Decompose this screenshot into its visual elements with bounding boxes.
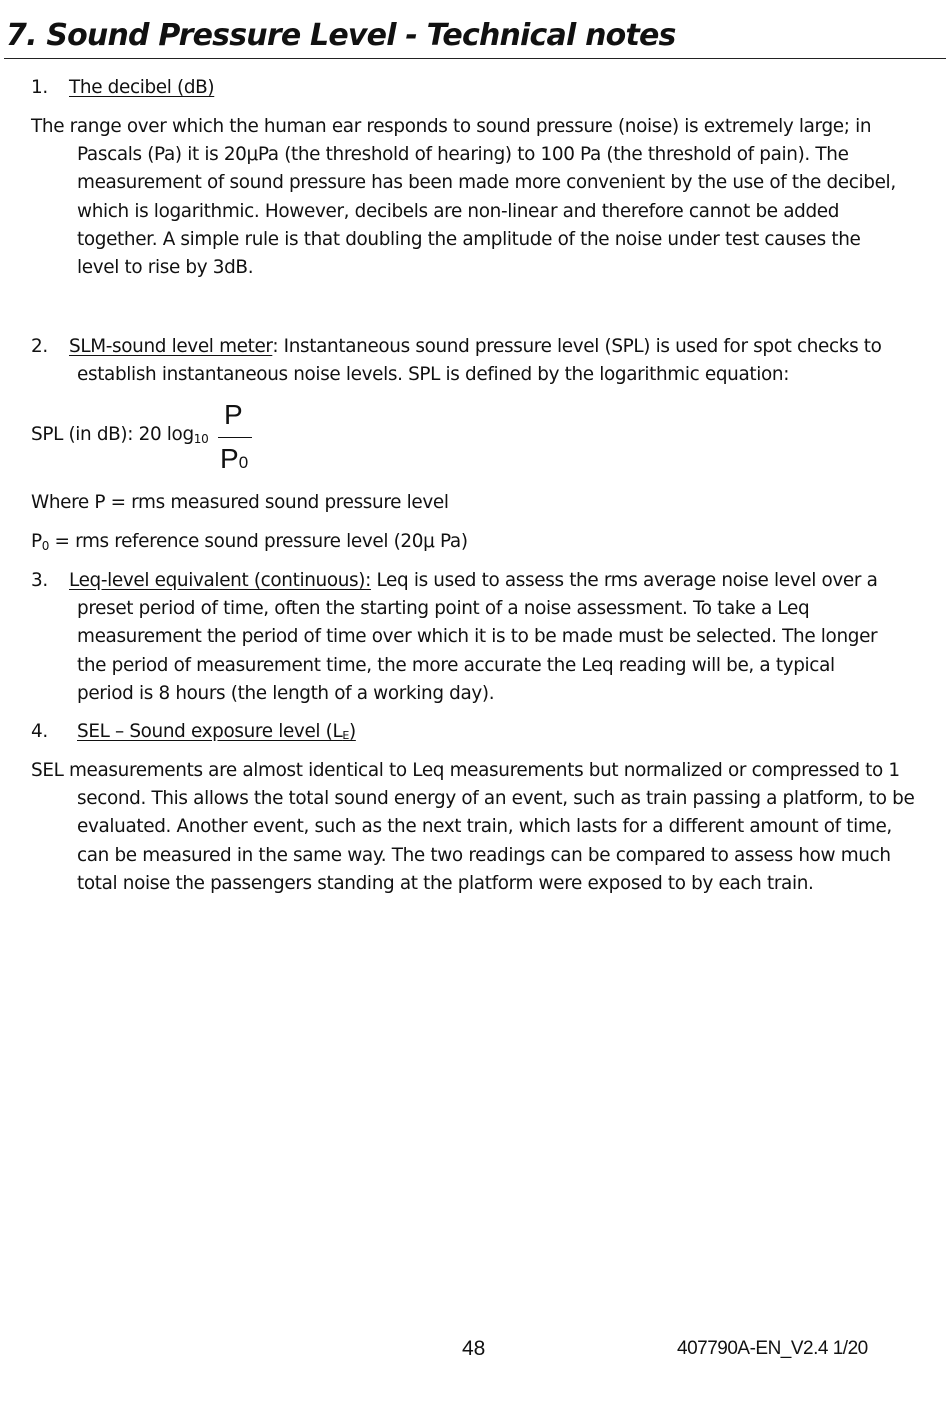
section-number: 2. — [31, 336, 48, 357]
paragraph-line: measurement of sound pressure has been made more convenient by the use of the decibel, — [77, 172, 896, 194]
heading-subscript: E — [342, 729, 349, 742]
section-4-heading — [31, 718, 946, 748]
title-divider — [4, 58, 946, 59]
where-line — [31, 489, 946, 517]
paragraph-line: level to rise by 3dB. — [77, 257, 254, 279]
p0-text: = rms reference sound pressure level (20μ Pa) — [49, 531, 468, 552]
section-number: 1. — [31, 77, 48, 98]
section-heading — [77, 721, 356, 742]
paragraph-line: Pascals (Pa) it is 20μPa (the threshold of hearing) to 100 Pa (the threshold of pain). The — [77, 144, 849, 166]
section-1-paragraph — [31, 113, 946, 282]
paragraph-line: can be measured in the same way. The two readings can be compared to assess how much — [77, 844, 891, 866]
section-1-heading — [31, 74, 946, 102]
formula-text: SPL (in dB): 20 log — [31, 424, 194, 445]
section-2-paragraph — [31, 333, 946, 389]
paragraph-line: evaluated. Another event, such as the next train, which lasts for a different amount of time, — [77, 816, 892, 838]
section-heading: SLM-sound level meter — [69, 336, 273, 357]
paragraph-line: measurement the period of time over which it is to be made must be selected. The longer — [77, 626, 878, 648]
p0-line — [31, 528, 946, 557]
p0-subscript: 0 — [41, 539, 50, 553]
paragraph-line — [31, 333, 946, 361]
section-3-paragraph — [31, 567, 946, 708]
spl-formula-label — [31, 424, 208, 445]
denominator-symbol: P — [220, 443, 239, 474]
page-title: 7. Sound Pressure Level - Technical notes — [6, 18, 676, 53]
where-text: Where P = rms measured sound pressure level — [31, 492, 449, 513]
spl-fraction — [218, 398, 254, 478]
heading-continuation: Leq is used to assess the rms average noise level over a — [370, 570, 878, 591]
fraction-bar — [218, 437, 252, 438]
page-number: 48 — [462, 1337, 486, 1360]
fraction-numerator: P — [224, 399, 243, 430]
paragraph-line: period is 8 hours (the length of a working day). — [77, 682, 495, 704]
formula-log-base: 10 — [193, 432, 209, 446]
heading-text: SEL – Sound exposure level (L — [77, 721, 343, 742]
paragraph-line: preset period of time, often the starting point of a noise assessment. To take a Leq — [77, 598, 810, 620]
paragraph-line: SEL measurements are almost identical to Leq measurements but normalized or compressed to 1 — [31, 760, 900, 781]
section-number: 4. — [31, 721, 48, 742]
section-heading: Leq-level equivalent (continuous): — [69, 570, 371, 591]
section-number: 3. — [31, 570, 48, 591]
paragraph-line: together. A simple rule is that doubling the amplitude of the noise under test causes the — [77, 228, 861, 250]
paragraph-line: total noise the passengers standing at the platform were exposed to by each train. — [77, 872, 814, 894]
paragraph-line: which is logarithmic. However, decibels are non-linear and therefore cannot be added — [77, 200, 840, 222]
paragraph-line: second. This allows the total sound energy of an event, such as train passing a platform, to be — [77, 788, 915, 810]
paragraph-line — [31, 567, 946, 595]
heading-close: ) — [349, 721, 356, 742]
denominator-subscript: 0 — [238, 453, 249, 472]
p0-symbol: P — [31, 531, 42, 552]
document-version: 407790A-EN_V2.4 1/20 — [677, 1338, 868, 1359]
fraction-denominator — [220, 442, 248, 480]
paragraph-line: The range over which the human ear responds to sound pressure (noise) is extremely large; in — [31, 116, 872, 137]
section-heading: The decibel (dB) — [69, 77, 215, 98]
heading-continuation: : Instantaneous sound pressure level (SPL) is used for spot checks to — [272, 336, 882, 357]
paragraph-line: the period of measurement time, the more accurate the Leq reading will be, a typical — [77, 654, 835, 676]
paragraph-line: establish instantaneous noise levels. SPL is defined by the logarithmic equation: — [77, 364, 790, 386]
section-4-paragraph — [31, 757, 946, 898]
